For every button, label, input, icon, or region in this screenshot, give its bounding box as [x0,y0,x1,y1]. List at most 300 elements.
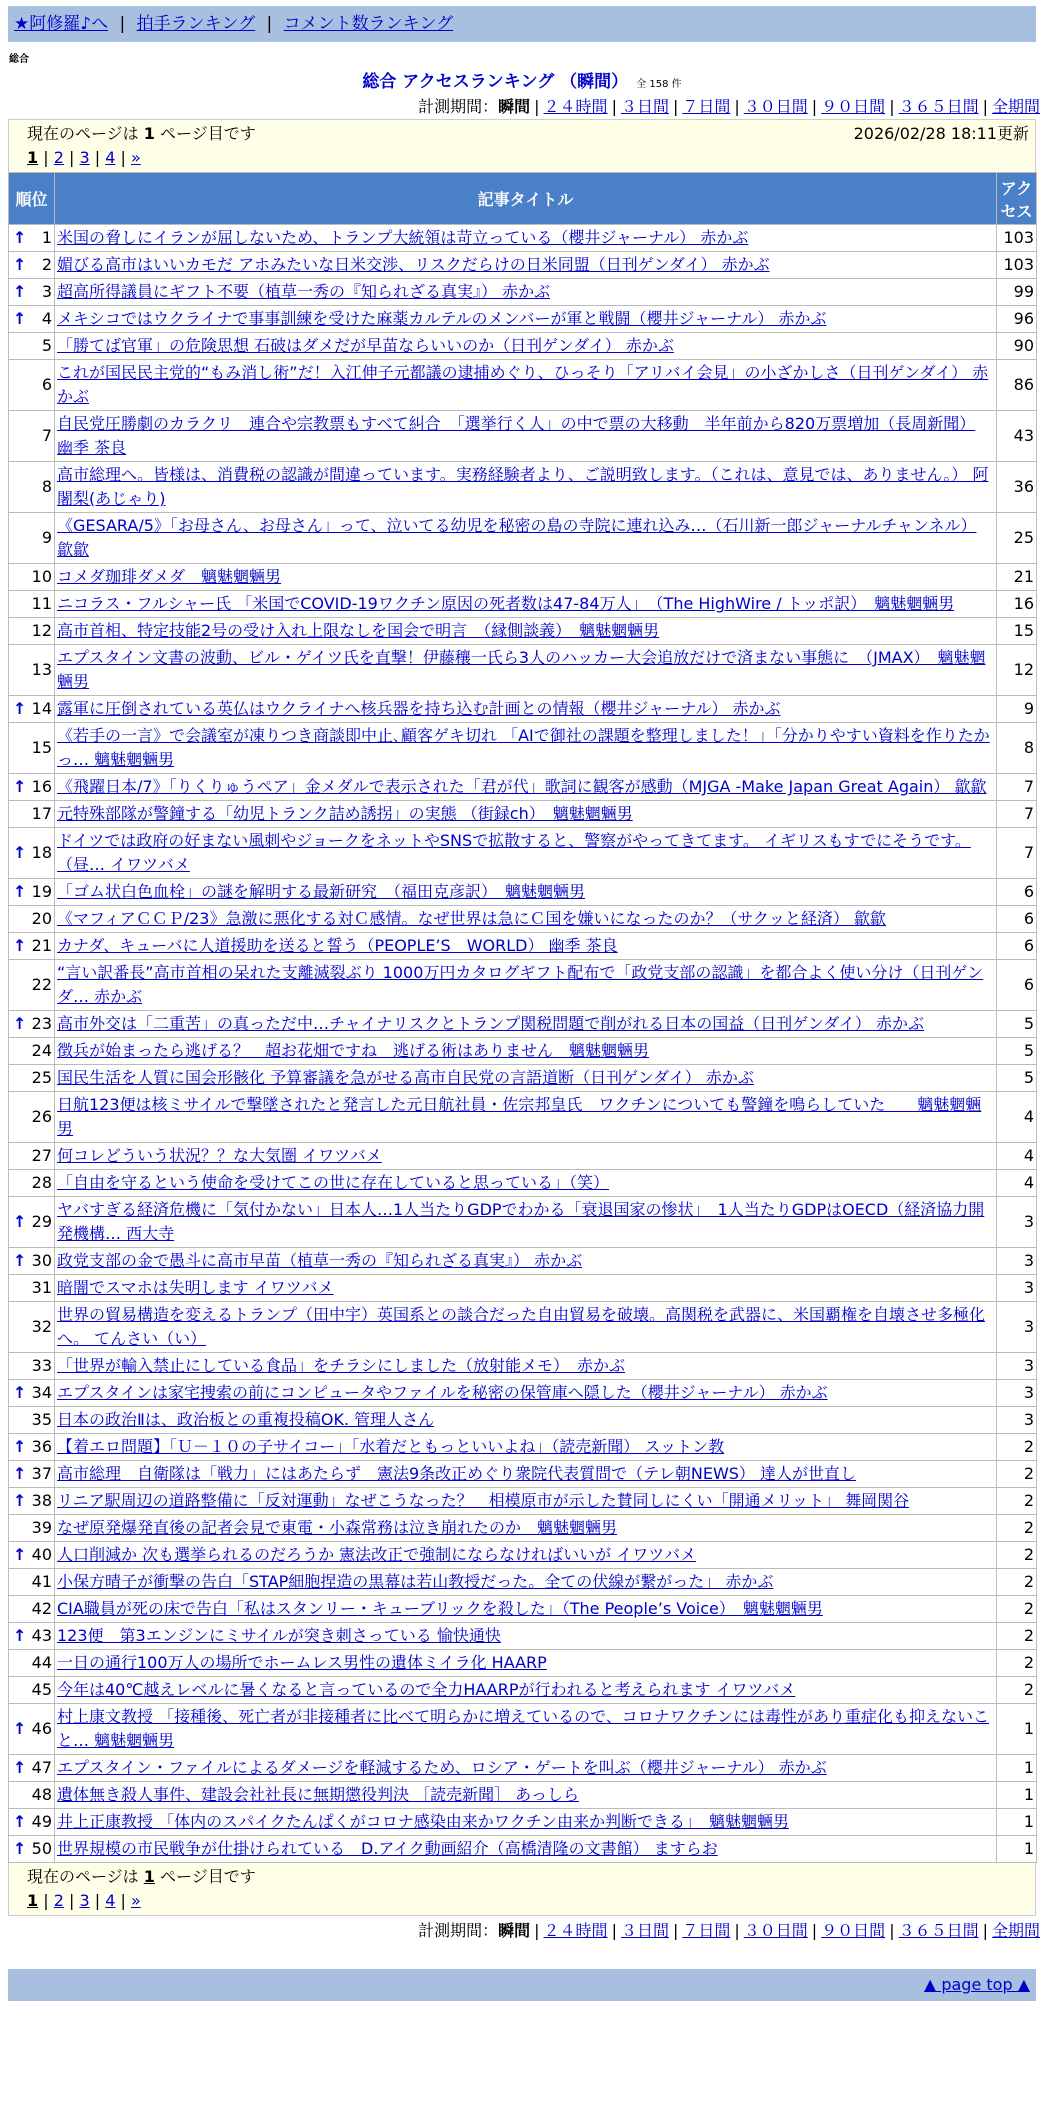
page-link[interactable]: 3 [79,1891,90,1910]
rank-up-arrow-icon: ↑ [13,1437,27,1456]
rank-number: 29 [31,1212,52,1231]
article-link[interactable]: エプスタインは家宅捜索の前にコンピュータやファイルを秘密の保管庫へ隠した（櫻井ジャーナル） 赤かぶ [57,1383,828,1402]
rank-cell [9,564,55,591]
access-count: 43 [997,411,1037,462]
separator: | [672,1921,679,1940]
table-row [9,411,1037,462]
rank-number: 37 [31,1464,52,1483]
period-link[interactable]: ３６５日間 [898,1921,979,1940]
access-count: 5 [997,1038,1037,1065]
article-link[interactable]: ドイツでは政府の好まない風刺やジョークをネットやSNSで拡散すると、警察がやってきてます。 イギリスもすでにそうです。（昼… イワツバメ [57,831,971,874]
rank-cell [9,1569,55,1596]
access-count: 2 [997,1515,1037,1542]
period-link[interactable]: ３０日間 [743,1921,808,1940]
access-count: 2 [997,1569,1037,1596]
title-cell [55,360,997,411]
rank-cell [9,1275,55,1302]
page-top-link[interactable]: ▲ page top ▲ [923,1975,1030,1994]
title-cell [55,1275,997,1302]
article-link[interactable]: 徴兵が始まったら逃げる？ 超お花畑ですね 逃げる術はありません 魑魅魍魎男 [57,1041,650,1060]
separator: | [811,97,818,116]
rank-cell [9,1704,55,1755]
period-link[interactable]: ２４時間 [543,1921,608,1940]
table-row [9,1488,1037,1515]
rank-cell [9,1650,55,1677]
rank-number: 34 [31,1383,52,1402]
period-selector [0,95,1044,119]
rank-up-arrow-icon: ↑ [13,282,27,301]
rank-cell [9,411,55,462]
article-link[interactable]: 「世界が輸入禁止にしている食品」をチラシにしました（放射能メモ） 赤かぶ [57,1356,626,1375]
article-link[interactable]: 今年は40℃越えレベルに暑くなると言っているので全力HAARPが行われると考えられます イワツバメ [57,1680,796,1699]
top-nav-bar [8,6,1036,42]
title-cell [55,1755,997,1782]
rank-cell [9,828,55,879]
table-row [9,306,1037,333]
table-row [9,801,1037,828]
access-count: 86 [997,360,1037,411]
rank-cell [9,1836,55,1863]
rank-number: 5 [41,336,52,355]
rank-up-arrow-icon: ↑ [13,843,27,862]
rank-cell [9,1434,55,1461]
article-link[interactable]: 自民党圧勝劇のカラクリ 連合や宗教票もすべて糾合 「選挙行く人」の中で票の大移動 半年前から820万票増加（長周新聞） 幽季 茶良 [57,414,976,457]
title-cell [55,723,997,774]
category-tag: 総合 [9,54,29,65]
title-cell [55,279,997,306]
rank-number: 22 [31,975,52,994]
article-link[interactable]: 123便 第3エンジンにミサイルが突き刺さっている 愉快通快 [57,1626,501,1645]
access-count: 7 [997,774,1037,801]
access-count: 2 [997,1677,1037,1704]
article-link[interactable]: 媚びる高市はいいカモだ アホみたいな日米交渉、リスクだらけの日米同盟（日刊ゲンダイ） 赤かぶ [57,255,770,274]
rank-number: 19 [31,882,52,901]
article-link[interactable]: リニア駅周辺の道路整備に「反対運動」なぜこうなった？ 相模原市が示した賛同しにくい「開通メリット」 舞岡関谷 [57,1491,910,1510]
rank-number: 41 [31,1572,52,1591]
rank-cell [9,801,55,828]
rank-cell [9,1461,55,1488]
rank-cell [9,1143,55,1170]
title-cell [55,1434,997,1461]
title-cell [55,1623,997,1650]
rank-number: 48 [31,1785,52,1804]
rank-up-arrow-icon: ↑ [13,1014,27,1033]
separator: | [89,1891,106,1910]
access-count: 6 [997,933,1037,960]
rank-cell [9,306,55,333]
rank-cell [9,1038,55,1065]
rank-number: 43 [31,1626,52,1645]
rank-up-arrow-icon: ↑ [13,228,27,247]
article-link[interactable]: 高市総理へ。皆様は、消費税の認識が間違っています。実務経験者より、ご説明致します。（これは、意見では、ありません。） 阿闍梨(あじゃり) [57,465,989,508]
table-row [9,279,1037,306]
separator: | [734,1921,740,1940]
rank-number: 18 [31,843,52,862]
period-selector [0,1919,1044,1943]
rank-cell [9,1302,55,1353]
access-count: 3 [997,1197,1037,1248]
period-link[interactable]: ３６５日間 [898,97,979,116]
table-row [9,1407,1037,1434]
table-row [9,1197,1037,1248]
title-cell [55,1353,997,1380]
period-link[interactable]: ３日間 [620,97,669,116]
rank-up-arrow-icon: ↑ [13,1545,27,1564]
access-count: 3 [997,1302,1037,1353]
clap-ranking-link[interactable]: 拍手ランキング [136,14,256,34]
access-count: 2 [997,1542,1037,1569]
separator: | [534,97,540,116]
title-cell [55,1038,997,1065]
access-count: 90 [997,333,1037,360]
rank-number: 35 [31,1410,52,1429]
access-count: 3 [997,1275,1037,1302]
table-row [9,696,1037,723]
table-row [9,1809,1037,1836]
rank-cell [9,462,55,513]
rank-up-arrow-icon: ↑ [13,699,27,718]
article-link[interactable]: 《若手の一言》で会議室が凍りつき商談即中止､顧客ゲキ切れ 「AIで御社の課題を整理しました！｣「分かりやすい資料を作りたかっ… 魑魅魍魎男 [57,726,990,769]
rank-cell [9,1170,55,1197]
table-row [9,723,1037,774]
title-cell [55,618,997,645]
table-row [9,1569,1037,1596]
table-row [9,513,1037,564]
pager-panel-top [8,119,1036,172]
title-cell [55,1407,997,1434]
title-cell [55,1836,997,1863]
rank-cell [9,906,55,933]
rank-cell [9,1623,55,1650]
rank-cell [9,1809,55,1836]
rank-number: 10 [31,567,52,586]
rank-up-arrow-icon: ↑ [13,1719,27,1738]
article-link[interactable]: 高市外交は「二重苦」の真っただ中…チャイナリスクとトランプ関税問題で削がれる日本の国益（日刊ゲンダイ） 赤かぶ [57,1014,925,1033]
table-row [9,360,1037,411]
article-link[interactable]: 一日の通行100万人の場所でホームレス男性の遺体ミイラ化 HAARP [57,1653,547,1672]
table-row [9,1650,1037,1677]
article-link[interactable]: CIA職員が死の床で告白「私はスタンリー・キューブリックを殺した」（The People’s Voice） 魑魅魍魎男 [57,1599,823,1618]
page-title-text: 総合 アクセスランキング （瞬間） [362,72,629,92]
table-row [9,774,1037,801]
article-link[interactable]: “言い訳番長”高市首相の呆れた支離滅裂ぶり 1000万円カタログギフト配布で「政党支部の認識」を都合よく使い分け（日刊ゲンダ… 赤かぶ [57,963,984,1006]
article-link[interactable]: エプスタイン文書の波動、ビル・ゲイツ氏を直撃！伊藤穰一氏ら3人のハッカー大会追放だけで済まない事態に （JMAX） 魑魅魍魎男 [57,648,986,691]
rank-number: 45 [31,1680,52,1699]
period-link[interactable]: ９０日間 [821,97,886,116]
table-row [9,1836,1037,1863]
title-cell [55,1170,997,1197]
table-row [9,225,1037,252]
article-link[interactable]: カナダ、キューバに人道援助を送ると誓う（PEOPLE’S WORLD） 幽季 茶良 [57,936,618,955]
rank-cell [9,279,55,306]
rank-cell [9,1677,55,1704]
title-cell [55,1065,997,1092]
page-current: 1 [27,148,39,167]
table-row [9,1755,1037,1782]
rank-up-arrow-icon: ↑ [13,1383,27,1402]
rank-number: 17 [31,804,52,823]
separator: | [982,1921,988,1940]
article-link[interactable]: 《マフィアＣＣＰ/23》急激に悪化する対Ｃ感情。なぜ世界は急にＣ国を嫌いになったのか？（サクッと経済） 歙歙 [57,909,886,928]
rank-number: 15 [31,738,52,757]
title-cell [55,1197,997,1248]
rank-cell [9,1407,55,1434]
article-link[interactable]: 村上康文教授 「接種後、死亡者が非接種者に比べて明らかに増えているので、コロナワクチンには毒性があり重症化も抑えないこと… 魑魅魍魎男 [57,1707,989,1750]
article-link[interactable]: なぜ原発爆発直後の記者会見で東電・小森常務は泣き崩れたのか 魑魅魍魎男 [57,1518,618,1537]
title-cell [55,252,997,279]
separator: | [534,1921,540,1940]
rank-number: 4 [41,309,52,328]
rank-cell [9,879,55,906]
title-cell [55,411,997,462]
article-link[interactable]: 遺体無き殺人事件、建設会社社長に無期懲役判決 ［読売新聞］ あっしら [57,1785,580,1804]
rank-cell [9,1596,55,1623]
table-row [9,645,1037,696]
page-link[interactable]: 4 [105,148,116,167]
article-link[interactable]: 井上正康教授 「体内のスパイクたんぱくがコロナ感染由来かワクチン由来か判断できる」 魑魅魍魎男 [57,1812,789,1831]
table-row [9,1170,1037,1197]
rank-up-arrow-icon: ↑ [13,1839,27,1858]
pagination [27,1889,1029,1913]
rank-number: 46 [31,1719,52,1738]
article-link[interactable]: 小保方晴子が衝撃の告白「STAP細胞捏造の黒幕は若山教授だった。全ての伏線が繋がった」 赤かぶ [57,1572,774,1591]
article-link[interactable]: ヤバすぎる経済危機に「気付かない」日本人…1人当たりGDPでわかる「衰退国家の惨状」 1人当たりGDPはOECD（経済協力開発機構… 西大寺 [57,1200,985,1243]
table-row [9,1065,1037,1092]
title-cell [55,1092,997,1143]
page-current: 1 [27,1891,39,1910]
table-row [9,1461,1037,1488]
rank-up-arrow-icon: ↑ [13,882,27,901]
access-count: 6 [997,960,1037,1011]
access-count: 103 [997,252,1037,279]
title-cell [55,879,997,906]
article-link[interactable]: 元特殊部隊が警鐘する「幼児トランク詰め誘拐」の実態 （街録ch） 魑魅魍魎男 [57,804,633,823]
article-link[interactable]: これが国民民主党的“もみ消し術”だ！入江伸子元都議の逮捕めぐり、ひっそり「アリバイ会見」の小ざかしさ（日刊ゲンダイ） 赤かぶ [57,363,989,406]
period-link[interactable]: ３日間 [620,1921,669,1940]
rank-up-arrow-icon: ↑ [13,1251,27,1270]
rank-cell [9,1248,55,1275]
title-cell [55,906,997,933]
rank-number: 42 [31,1599,52,1618]
rank-header: 順位 [9,173,55,225]
rank-up-arrow-icon: ↑ [13,1212,27,1231]
page-link[interactable]: 4 [105,1891,116,1910]
access-count: 12 [997,645,1037,696]
article-link[interactable]: 超高所得議員にギフト不要（植草一秀の『知られざる真実』） 赤かぶ [57,282,551,301]
article-link[interactable]: 「勝てば官軍」の危険思想 石破はダメだが早苗ならいいのか（日刊ゲンダイ） 赤かぶ [57,336,674,355]
table-row [9,333,1037,360]
rank-number: 24 [31,1041,52,1060]
article-link[interactable]: 世界規模の市民戦争が仕掛けられている D.アイク動画紹介（高橋清隆の文書館） ますらお [57,1839,718,1858]
article-link[interactable]: メキシコではウクライナで事事訓練を受けた麻薬カルテルのメンバーが軍と戦闘（櫻井ジャーナル） 赤かぶ [57,309,827,328]
table-row [9,906,1037,933]
access-count: 4 [997,1092,1037,1143]
rank-number: 47 [31,1758,52,1777]
access-count: 2 [997,1650,1037,1677]
access-count: 5 [997,1011,1037,1038]
article-link[interactable]: 《飛躍日本/7》「りくりゅうペア」金メダルで表示された「君が代」歌詞に観客が感動（MJGA -Make Japan Great Again） 歙歙 [57,777,987,796]
article-link[interactable]: 「ゴム状白色血栓」の謎を解明する最新研究 （福田克彦訳） 魑魅魍魎男 [57,882,586,901]
table-row [9,1704,1037,1755]
pager-panel-bottom [8,1863,1036,1916]
separator: | [889,97,895,116]
rank-cell [9,645,55,696]
table-row [9,933,1037,960]
article-link[interactable]: 政党支部の金で愚斗に高市早苗（植草一秀の『知られざる真実』） 赤かぶ [57,1251,583,1270]
article-link[interactable]: 日本の政治Ⅱは、政治板との重複投稿OK. 管理人さん [57,1410,435,1429]
access-count: 15 [997,618,1037,645]
title-cell [55,1515,997,1542]
rank-up-arrow-icon: ↑ [13,1626,27,1645]
access-count: 9 [997,696,1037,723]
table-row [9,462,1037,513]
title-cell [55,591,997,618]
rank-number: 28 [31,1173,52,1192]
period-link[interactable]: ２４時間 [543,97,608,116]
rank-cell [9,1011,55,1038]
title-cell [55,1596,997,1623]
next-page-link[interactable]: » [130,1891,141,1910]
total-count: 全 158 件 [636,79,682,90]
table-row [9,1143,1037,1170]
article-link[interactable]: 何コレどういう状況？？な大気圏 イワツバメ [57,1146,382,1165]
rank-number: 12 [31,621,52,640]
separator: | [115,148,131,167]
rank-cell [9,225,55,252]
access-count: 2 [997,1596,1037,1623]
title-cell [55,1542,997,1569]
access-header: アクセス [997,173,1037,225]
access-count: 4 [997,1170,1037,1197]
rank-number: 25 [31,1068,52,1087]
access-count: 3 [997,1248,1037,1275]
table-row [9,1677,1037,1704]
footer-bar [8,1969,1036,2001]
article-link[interactable]: 高市総理 自衛隊は「戦力」にはあたらず 憲法9条改正めぐり衆院代表質問で（テレ朝NEWS） 達人が世直し [57,1464,857,1483]
rank-cell [9,774,55,801]
separator: | [811,1921,818,1940]
access-count: 2 [997,1434,1037,1461]
access-count: 7 [997,828,1037,879]
title-header: 記事タイトル [55,173,997,225]
article-link[interactable]: 高市首相、特定技能2号の受け入れ上限なしを国会で明言 （縁側談義） 魑魅魍魎男 [57,621,660,640]
rank-cell [9,1092,55,1143]
access-count: 1 [997,1782,1037,1809]
article-link[interactable]: コメダ珈琲ダメダ 魑魅魍魎男 [57,567,282,586]
page-link[interactable]: 2 [53,148,64,167]
title-cell [55,696,997,723]
access-count: 6 [997,906,1037,933]
title-cell [55,1248,997,1275]
table-row [9,1623,1037,1650]
article-link[interactable]: 露軍に圧倒されている英仏はウクライナへ核兵器を持ち込む計画との情報（櫻井ジャーナル） 赤かぶ [57,699,781,718]
access-count: 5 [997,1065,1037,1092]
article-link[interactable]: 暗闇でスマホは失明します イワツバメ [57,1278,334,1297]
period-label: 計測期間： [418,97,499,116]
table-row [9,1038,1037,1065]
separator: | [63,148,80,167]
title-cell [55,1704,997,1755]
page-link[interactable]: 3 [79,148,90,167]
article-link[interactable]: 世界の貿易構造を変えるトランプ（田中宇）英国系との談合だった自由貿易を破壊。高関税を武器に、米国覇権を自壊させ多極化へ。 てんさい（い） [57,1305,986,1348]
title-cell [55,1809,997,1836]
rank-cell [9,1488,55,1515]
page-status: 現在のページは 1 ページ目です [27,1867,256,1886]
next-page-link[interactable]: » [130,148,141,167]
ranking-table [8,172,1037,1863]
access-count: 2 [997,1461,1037,1488]
title-cell [55,1011,997,1038]
table-row [9,1092,1037,1143]
period-current: 瞬間 [498,97,531,116]
rank-number: 50 [31,1839,52,1858]
rank-number: 13 [31,660,52,679]
rank-number: 7 [41,426,52,445]
table-row [9,1782,1037,1809]
rank-cell [9,252,55,279]
comment-ranking-link[interactable]: コメント数ランキング [283,14,454,34]
article-link[interactable]: 国民生活を人質に国会形骸化 予算審議を急がせる高市自民党の言語道断（日刊ゲンダイ） 赤かぶ [57,1068,754,1087]
page-link[interactable]: 2 [53,1891,64,1910]
rank-number: 16 [31,777,52,796]
article-link[interactable]: 米国の脅しにイランが屈しないため、トランプ大統領は苛立っている（櫻井ジャーナル） 赤かぶ [57,228,749,247]
period-link[interactable]: ７日間 [682,1921,731,1940]
rank-up-arrow-icon: ↑ [13,1491,27,1510]
table-row [9,879,1037,906]
access-count: 7 [997,801,1037,828]
rank-up-arrow-icon: ↑ [13,1464,27,1483]
title-cell [55,1650,997,1677]
rank-cell [9,1353,55,1380]
table-row [9,618,1037,645]
rank-cell [9,591,55,618]
title-cell [55,1782,997,1809]
period-link[interactable]: 全期間 [991,97,1040,116]
article-link[interactable]: 《GESARA/5》「お母さん、お母さん」って、泣いてる幼児を秘密の島の寺院に連れ込み…（石川新一郎ジャーナルチャンネル） 歙歙 [57,516,977,559]
rank-number: 20 [31,909,52,928]
article-link[interactable]: 日航123便は核ミサイルで撃墜されたと発言した元日航社員・佐宗邦皇氏 ワクチンについても警鐘を鳴らしていた 魑魅魍魎男 [57,1095,982,1138]
rank-number: 36 [31,1437,52,1456]
table-row [9,1515,1037,1542]
article-link[interactable]: 「自由を守るという使命を受けてこの世に存在していると思っている」（笑） [57,1173,610,1192]
table-row [9,1353,1037,1380]
table-row [9,1248,1037,1275]
title-cell [55,828,997,879]
article-link[interactable]: ニコラス・フルシャー氏 「米国でCOVID-19ワクチン原因の死者数は47-84万人」 （The HighWire / トッポ訳） 魑魅魍魎男 [57,594,955,613]
table-row [9,1380,1037,1407]
home-link[interactable]: ★阿修羅♪へ [14,14,109,34]
article-link[interactable]: 【着エロ問題】「Ｕ－１０の子サイコー」「水着だともっといいよね」（読売新聞） スットン教 [57,1437,725,1456]
access-count: 21 [997,564,1037,591]
period-link[interactable]: ３０日間 [743,97,808,116]
access-count: 99 [997,279,1037,306]
article-link[interactable]: 人口削減か 次も選挙られるのだろうか 憲法改正で強制にならなければいいが イワツバメ [57,1545,696,1564]
separator: | [889,1921,895,1940]
period-link[interactable]: 全期間 [991,1921,1040,1940]
rank-number: 2 [41,255,52,274]
period-link[interactable]: ７日間 [682,97,731,116]
rank-cell [9,333,55,360]
rank-cell [9,960,55,1011]
pagination [27,146,1029,170]
rank-up-arrow-icon: ↑ [13,255,27,274]
title-cell [55,513,997,564]
separator: | [38,148,54,167]
period-link[interactable]: ９０日間 [821,1921,886,1940]
table-row [9,960,1037,1011]
table-row [9,1011,1037,1038]
article-link[interactable]: エプスタイン・ファイルによるダメージを軽減するため、ロシア・ゲートを叫ぶ（櫻井ジャーナル） 赤かぶ [57,1758,827,1777]
